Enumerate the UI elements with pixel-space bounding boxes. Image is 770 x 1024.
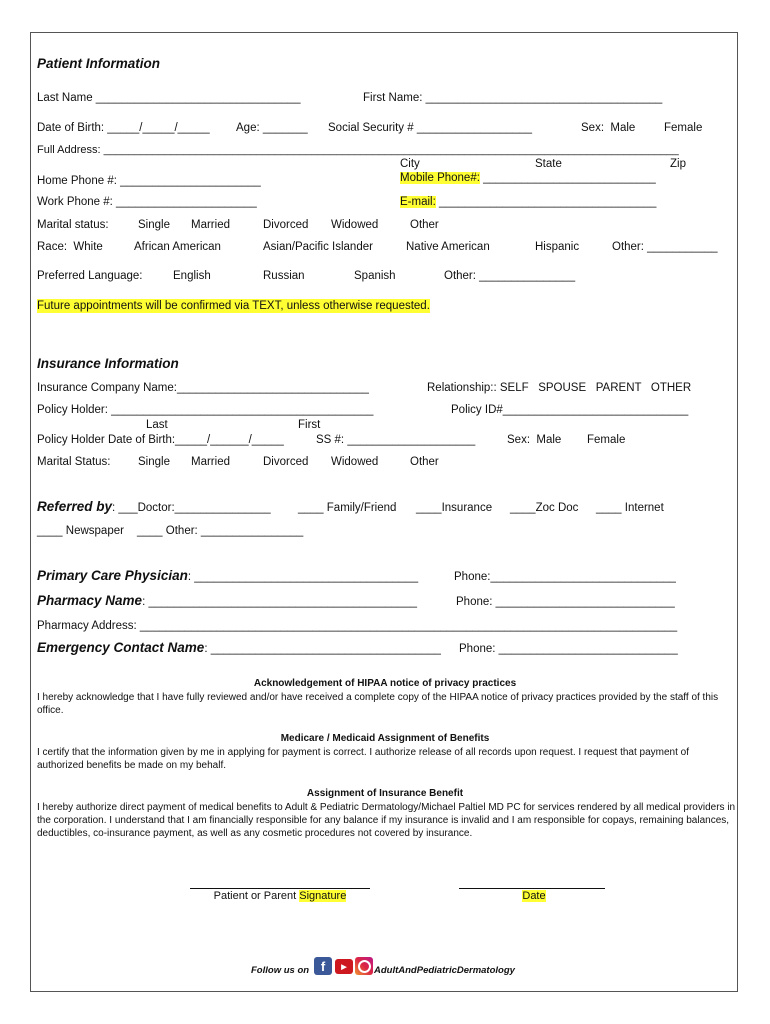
sex-male-option[interactable]: Sex: Male [581,122,636,134]
state-label: State [535,158,562,170]
insurance-marital-widowed[interactable]: Widowed [331,456,379,468]
referred-by-row [37,500,271,515]
insurance-sex-female-option[interactable]: Female [587,434,626,446]
race-option-african-american[interactable]: African American [134,241,221,253]
signature-line[interactable] [190,888,370,889]
marital-option-married[interactable]: Married [191,219,230,231]
policy-holder-ss-field[interactable]: SS #: ____________________ [316,434,476,446]
marital-option-other[interactable]: Other [410,219,439,231]
pcp-phone-field[interactable]: Phone:_____________________________ [454,571,676,583]
pcp-label: Primary Care Physician [37,568,188,583]
youtube-icon[interactable]: ▶ [335,959,353,974]
email-label: E-mail: [400,196,436,208]
pharmacy-name-field[interactable] [37,594,417,609]
assignment-title: Assignment of Insurance Benefit [306,788,464,799]
mobile-phone-label: Mobile Phone#: [400,172,480,184]
home-phone-field[interactable]: Home Phone #: ______________________ [37,175,261,187]
work-phone-field[interactable]: Work Phone #: ______________________ [37,196,257,208]
instagram-icon[interactable] [355,957,373,975]
facebook-icon[interactable]: f [314,957,332,975]
insurance-marital-divorced[interactable]: Divorced [263,456,309,468]
zip-label: Zip [670,158,686,170]
follow-us-text: Follow us on [251,965,310,976]
mobile-phone-field[interactable] [400,171,656,185]
referred-by-label: Referred by [37,499,113,514]
race-option-asian[interactable]: Asian/Pacific Islander [263,241,373,253]
language-option-other[interactable]: Other: _______________ [444,270,576,282]
referral-doctor-option[interactable]: : ___Doctor:_______________ [112,502,271,514]
race-white-option[interactable]: Race: White [37,241,103,253]
email-field[interactable] [400,195,656,209]
language-label: Preferred Language: [37,270,143,282]
emergency-contact-label: Emergency Contact Name [37,640,205,655]
policy-id-field[interactable]: Policy ID#_____________________________ [451,404,689,416]
ssn-field[interactable]: Social Security # __________________ [328,122,532,134]
dob-field[interactable]: Date of Birth: _____/_____/_____ [37,122,210,134]
medicare-text: I certify that the information given by me in applying for payment is correct. I authorize release of all records upon request. I request that payment of authorized benefits be made on my behalf. [37,747,690,771]
pcp-line: : ___________________________________ [187,571,419,583]
marital-status-label: Marital status: [37,219,109,231]
pharmacy-name-label: Pharmacy Name [37,593,143,608]
language-option-english[interactable]: English [173,270,211,282]
referral-newspaper-option[interactable]: ____ Newspaper [37,525,124,537]
insurance-marital-label: Marital Status: [37,456,111,468]
signature-label [190,890,370,902]
relationship-options[interactable]: Relationship:: SELF SPOUSE PARENT OTHER [427,382,692,394]
policy-holder-first-label: First [298,419,321,431]
emergency-contact-field[interactable] [37,641,441,656]
race-option-hispanic[interactable]: Hispanic [535,241,580,253]
date-label-highlight: Date [522,890,546,902]
insurance-marital-married[interactable]: Married [191,456,230,468]
sex-female-option[interactable]: Female [664,122,703,134]
emergency-contact-line: : ____________________________________ [204,643,441,655]
policy-holder-last-label: Last [146,419,168,431]
date-label [459,890,609,902]
mobile-phone-line: ___________________________ [479,172,656,184]
assignment-text: I hereby authorize direct payment of medical benefits to Adult & Pediatric Dermatology/Michael Paltiel MD PC for services rendered by all medical providers in the corporation. I understand that I am financially responsible for any balance if my insurance is invalid and I am responsible for copays, remaining balances, deductibles, co-insurance payment, as well as any cosmetic procedures not covered by insurance. [37,802,736,839]
medicare-title: Medicare / Medicaid Assignment of Benefits [280,733,490,744]
marital-option-divorced[interactable]: Divorced [263,219,309,231]
last-name-field[interactable]: Last Name ________________________________ [37,92,301,104]
signature-label-prefix: Patient or Parent [213,890,300,902]
pcp-field[interactable] [37,569,418,584]
patient-info-heading: Patient Information [37,56,161,71]
pharmacy-name-line: : __________________________________________ [142,596,418,608]
hipaa-text: I hereby acknowledge that I have fully reviewed and/or have received a complete copy of the HIPAA notice of privacy practices provided by the staff of this office. [37,692,719,716]
policy-holder-field[interactable]: Policy Holder: _________________________________________ [37,404,374,416]
referral-other-option[interactable]: ____ Other: ________________ [137,525,304,537]
social-handle[interactable]: AdultAndPediatricDermatology [374,965,515,976]
insurance-company-field[interactable]: Insurance Company Name:______________________________ [37,382,369,394]
pharmacy-phone-field[interactable]: Phone: ____________________________ [456,596,675,608]
age-field[interactable]: Age: _______ [236,122,308,134]
language-option-russian[interactable]: Russian [263,270,305,282]
pharmacy-address-field[interactable]: Pharmacy Address: ____________________________________________________________________________________ [37,620,678,632]
text-confirmation-notice: Future appointments will be confirmed via TEXT, unless otherwise requested. [37,300,430,312]
emergency-phone-field[interactable]: Phone: ____________________________ [459,643,678,655]
first-name-field[interactable]: First Name: _____________________________________ [363,92,663,104]
referral-family-option[interactable]: ____ Family/Friend [298,502,397,514]
referral-internet-option[interactable]: ____ Internet [596,502,664,514]
insurance-info-heading: Insurance Information [37,356,179,371]
date-line[interactable] [459,888,605,889]
insurance-marital-single[interactable]: Single [138,456,170,468]
referral-insurance-option[interactable]: ____Insurance [416,502,493,514]
marital-option-single[interactable]: Single [138,219,170,231]
race-option-native-american[interactable]: Native American [406,241,490,253]
referral-zocdoc-option[interactable]: ____Zoc Doc [510,502,579,514]
signature-label-highlight: Signature [299,890,347,902]
insurance-sex-male-option[interactable]: Sex: Male [507,434,562,446]
race-option-other[interactable]: Other: ___________ [612,241,718,253]
language-option-spanish[interactable]: Spanish [354,270,396,282]
hipaa-title: Acknowledgement of HIPAA notice of privacy practices [253,678,517,689]
marital-option-widowed[interactable]: Widowed [331,219,379,231]
city-label: City [400,158,420,170]
policy-holder-dob-field[interactable]: Policy Holder Date of Birth:_____/______/_____ [37,434,284,446]
email-line: __________________________________ [435,196,657,208]
insurance-marital-other[interactable]: Other [410,456,439,468]
address-field[interactable]: Full Address: ______________________________________________________________________________________________ [37,144,679,156]
